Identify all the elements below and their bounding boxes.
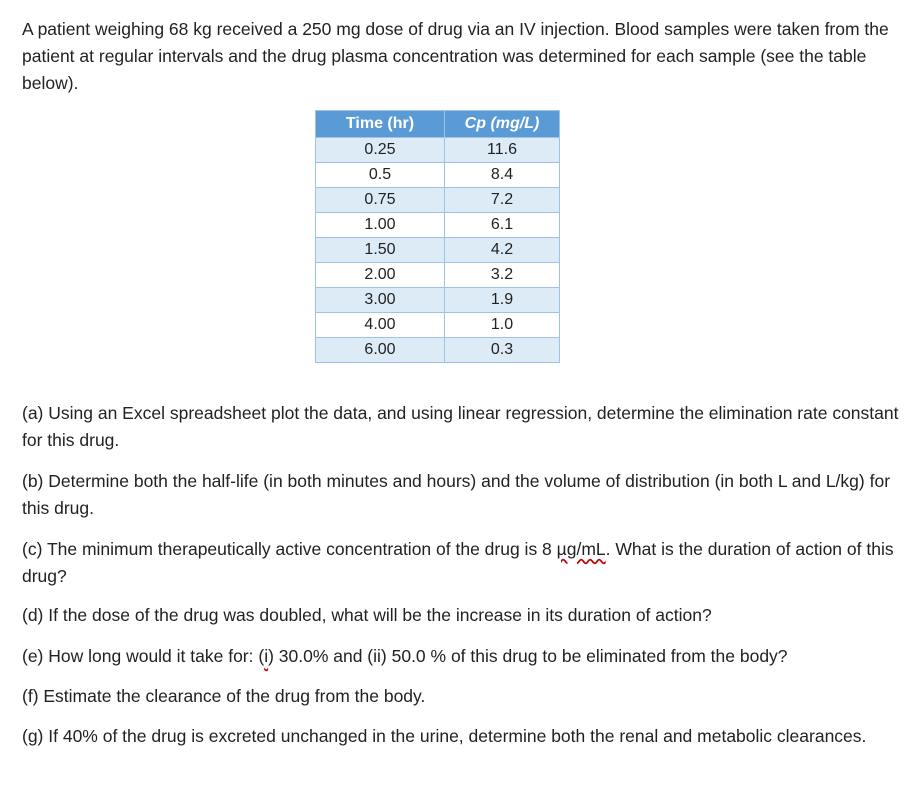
time-cell: 6.00 xyxy=(316,338,445,363)
cp-cell: 11.6 xyxy=(445,138,560,163)
cp-cell: 1.9 xyxy=(445,288,560,313)
header-time: Time (hr) xyxy=(316,111,445,138)
time-cell: 1.50 xyxy=(316,238,445,263)
question-g: (g) If 40% of the drug is excreted unchanged in the urine, determine both the renal and metabolic clearances. xyxy=(22,726,867,746)
question-c-tail: . What is the duration of action of this drug? xyxy=(22,539,894,586)
concentration-table xyxy=(315,110,560,363)
table-header-row xyxy=(316,111,560,138)
time-cell: 4.00 xyxy=(316,313,445,338)
table-row xyxy=(316,163,560,188)
intro-paragraph: A patient weighing 68 kg received a 250 mg dose of drug via an IV injection. Blood samples were taken from the patient at regular intervals and the drug plasma concentration was determined for each sample (see the table below). xyxy=(22,19,889,93)
question-c-unit: µg/mL xyxy=(556,539,606,559)
question-b: (b) Determine both the half-life (in both minutes and hours) and the volume of distribution (in both L and L/kg) for this drug. xyxy=(22,471,891,518)
cp-cell: 1.0 xyxy=(445,313,560,338)
question-c-text: (c) The minimum therapeutically active concentration of the drug is 8 xyxy=(22,539,557,559)
cp-cell: 6.1 xyxy=(445,213,560,238)
question-e-text: (e) How long would it take for: ( xyxy=(22,646,265,666)
table-row xyxy=(316,138,560,163)
time-cell: 1.00 xyxy=(316,213,445,238)
time-cell: 2.00 xyxy=(316,263,445,288)
cp-cell: 8.4 xyxy=(445,163,560,188)
time-cell: 0.25 xyxy=(316,138,445,163)
cp-cell: 4.2 xyxy=(445,238,560,263)
time-cell: 0.75 xyxy=(316,188,445,213)
question-c xyxy=(22,536,902,590)
table-row xyxy=(316,213,560,238)
table-row xyxy=(316,288,560,313)
cp-cell: 3.2 xyxy=(445,263,560,288)
time-cell: 3.00 xyxy=(316,288,445,313)
question-f: (f) Estimate the clearance of the drug from the body. xyxy=(22,686,426,706)
question-e-roman-i: i xyxy=(264,646,269,666)
question-d: (d) If the dose of the drug was doubled, what will be the increase in its duration of action? xyxy=(22,605,712,625)
table-row xyxy=(316,313,560,338)
table-row xyxy=(316,188,560,213)
table-row xyxy=(316,238,560,263)
table-row xyxy=(316,263,560,288)
header-concentration: Cp (mg/L) xyxy=(445,111,560,138)
cp-cell: 0.3 xyxy=(445,338,560,363)
cp-cell: 7.2 xyxy=(445,188,560,213)
question-a: (a) Using an Excel spreadsheet plot the data, and using linear regression, determine the elimination rate constant for this drug. xyxy=(22,403,899,450)
table-row xyxy=(316,338,560,363)
question-e-tail: ) 30.0% and (ii) 50.0 % of this drug to be eliminated from the body? xyxy=(268,646,788,666)
question-e xyxy=(22,643,902,670)
time-cell: 0.5 xyxy=(316,163,445,188)
